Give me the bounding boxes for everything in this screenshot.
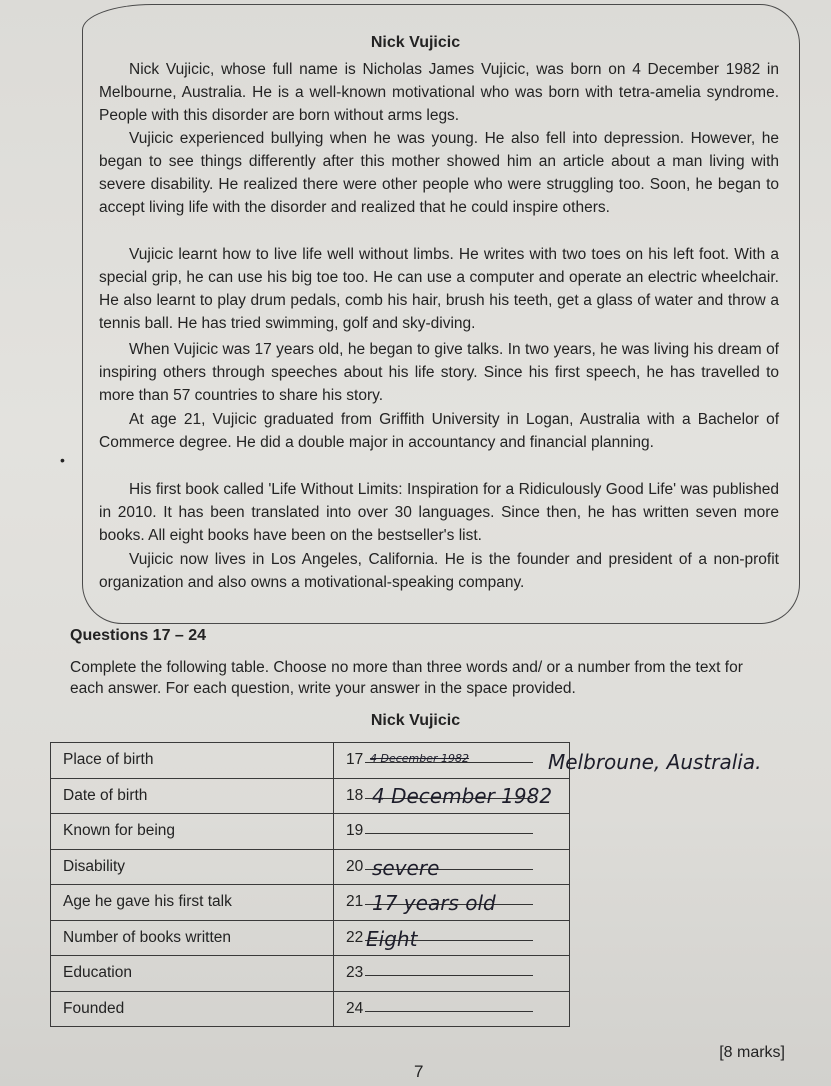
answer-cell[interactable] [334, 814, 570, 850]
handwritten-answer-17: Melbroune, Australia. [548, 750, 762, 774]
paragraph-5: At age 21, Vujicic graduated from Griffith University in Logan, Australia with a Bachelor of Commerce degree. He did a double major in accountancy and financial planning. [99, 411, 779, 451]
handwritten-answer-20: severe [372, 856, 440, 880]
marks-label: [8 marks] [719, 1044, 785, 1061]
table-row [51, 956, 570, 992]
table-title: Nick Vujicic [370, 712, 461, 729]
question-number: 19 [346, 822, 364, 840]
row-label: Known for being [51, 814, 334, 850]
questions-heading: Questions 17 – 24 [70, 627, 207, 644]
question-number: 17 [346, 751, 364, 769]
handwritten-answer-22: Eight [366, 927, 418, 951]
table-row [51, 814, 570, 850]
answer-blank-line [365, 974, 533, 976]
page-number: 7 [414, 1062, 424, 1081]
row-label: Education [51, 956, 334, 992]
table-row [51, 991, 570, 1027]
answer-cell[interactable] [334, 956, 570, 992]
handwritten-answer-18: 4 December 1982 [372, 784, 553, 808]
table-row [51, 849, 570, 885]
row-label: Founded [51, 991, 334, 1027]
answer-cell[interactable] [334, 849, 570, 885]
passage-title: Nick Vujicic [370, 34, 461, 51]
answer-blank-line [365, 832, 533, 834]
handwritten-answer-21: 17 years old [372, 891, 496, 915]
paragraph-1: Nick Vujicic, whose full name is Nicholas James Vujicic, was born on 4 December 1982 in Melbourne, Australia. He is a well-known motivational who was born with tetra-amelia syndrome. People with this disorder are born without arms legs. [99, 61, 779, 124]
questions-instruction: Complete the following table. Choose no more than three words and/ or a number from the text for each answer. For each question, write your answer in the space provided. [70, 659, 743, 697]
margin-dot: • [60, 452, 65, 468]
answer-blank-line [365, 1010, 533, 1012]
crossed-out-answer: 4 December 1982 [370, 752, 470, 765]
row-label: Date of birth [51, 778, 334, 814]
answer-cell[interactable] [334, 991, 570, 1027]
row-label: Age he gave his first talk [51, 885, 334, 921]
question-number: 20 [346, 857, 364, 875]
row-label: Disability [51, 849, 334, 885]
paragraph-6: His first book called 'Life Without Limits: Inspiration for a Ridiculously Good Life' was published in 2010. It has been translated into over 30 languages. Since then, he has written seven more books. All eight books have been on the bestseller's list. [99, 481, 779, 544]
row-label: Number of books written [51, 920, 334, 956]
question-number: 22 [346, 928, 364, 946]
paragraph-2: Vujicic experienced bullying when he was young. He also fell into depression. However, he began to see things differently after this mother showed him an article about a man living with severe disability. He realized there were other people who were struggling too. Soon, he began to accept living life with the disorder and realized that he could inspire others. [99, 130, 779, 216]
question-number: 18 [346, 786, 364, 804]
paragraph-3: Vujicic learnt how to live life well without limbs. He writes with two toes on his left foot. With a special grip, he can use his big toe too. He can use a computer and operate an electric wheelchair. He also learnt to play drum pedals, comb his hair, brush his teeth, get a glass of water and throw a tennis ball. He has tried swimming, golf and sky-diving. [99, 246, 779, 332]
table-row [51, 920, 570, 956]
question-number: 24 [346, 999, 364, 1017]
question-number: 23 [346, 964, 364, 982]
table-row [51, 743, 570, 779]
question-number: 21 [346, 893, 364, 911]
paragraph-4: When Vujicic was 17 years old, he began to give talks. In two years, he was living his dream of inspiring others through speeches about his life story. Since his first speech, he has travelled to more than 57 countries to share his story. [99, 341, 779, 404]
row-label: Place of birth [51, 743, 334, 779]
paragraph-7: Vujicic now lives in Los Angeles, California. He is the founder and president of a non-profit organization and also owns a motivational-speaking company. [99, 551, 779, 591]
